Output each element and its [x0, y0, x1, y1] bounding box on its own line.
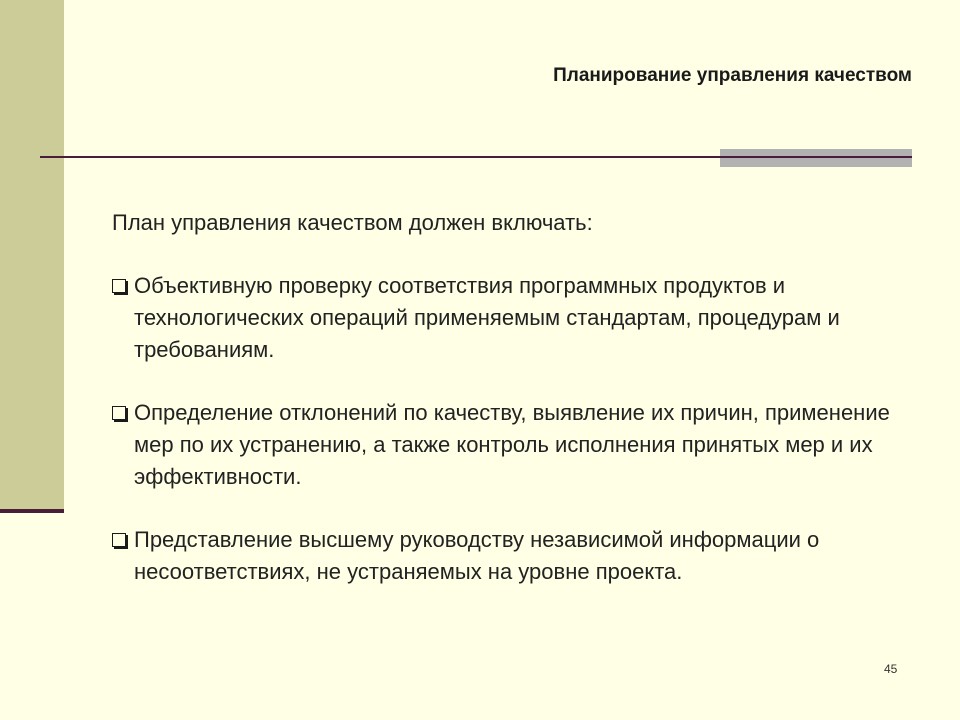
checkbox-icon [112, 406, 126, 420]
bullet-item [112, 397, 902, 493]
title-accent-bar [720, 149, 912, 167]
intro-text: План управления качеством должен включать: [112, 210, 593, 235]
checkbox-icon [112, 279, 126, 293]
bullet-text: Объективную проверку соответствия программных продуктов и технологических операций применяемым стандартам, процедурам и требованиям. [134, 273, 840, 362]
bullet-text: Представление высшему руководству независимой информации о несоответствиях, не устраняемых на уровне проекта. [134, 527, 820, 584]
slide-body [112, 207, 902, 619]
bullet-item [112, 524, 902, 588]
title-accent-line [720, 156, 912, 158]
slide-title: Планирование управления качеством [553, 65, 912, 86]
bullet-item [112, 270, 902, 366]
left-band-underline [0, 509, 64, 513]
checkbox-icon [112, 533, 126, 547]
left-decorative-band [0, 0, 64, 512]
page-number: 45 [884, 662, 898, 676]
bullet-text: Определение отклонений по качеству, выявление их причин, применение мер по их устранению, а также контроль исполнения принятых мер и их эффективности. [134, 400, 890, 489]
